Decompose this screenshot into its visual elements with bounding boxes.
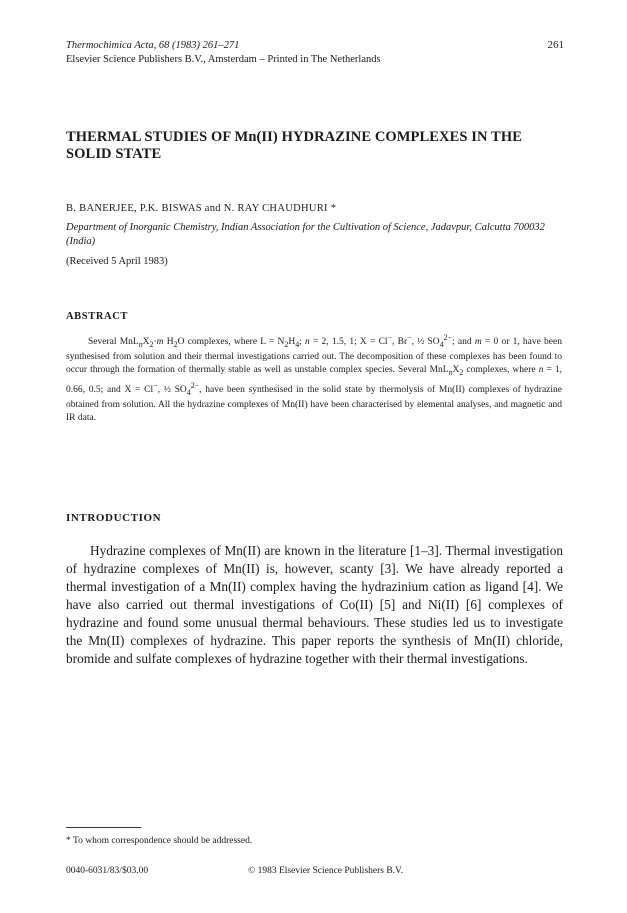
author-list: B. BANERJEE, P.K. BISWAS and N. RAY CHAUDHURI * bbox=[66, 203, 337, 214]
introduction-text: Hydrazine complexes of Mn(II) are known in the literature [1–3]. Thermal investigation of hydrazine complexes of Mn(II) is, however, scanty [3]. We have already reported a thermal investigation of a Mn(II) complex having the hydrazinium cation as ligand [4]. We have also carried out thermal investigations of Co(II) [5] and Ni(II) [6] complexes of hydrazine and found some unusual thermal behaviours. These studies led us to investigate the Mn(II) complexes of hydrazine. This paper reports the synthesis of Mn(II) chloride, bromide and sulfate complexes of hydrazine together with their thermal investigations. bbox=[66, 543, 563, 666]
affiliation: Department of Inorganic Chemistry, Indian Association for the Cultivation of Science, Jadavpur, Calcutta 700032 (India) bbox=[66, 222, 545, 247]
article-title: THERMAL STUDIES OF Mn(II) HYDRAZINE COMPLEXES IN THE SOLID STATE bbox=[66, 129, 522, 162]
footnote: * To whom correspondence should be addressed. bbox=[66, 836, 253, 846]
abstract-text: Several $MnL_nX_2\cdot m$ $H_2O$ complexes, where $L = N_2H_4$; n = 2, 1.5, 1; X = Cl−, Br−, ½ $SO_4^{2-}$; and m = 0 or 1, have been synthesised from solution and their thermal investigations carried out. The decomposition of these complexes has been found to occur through the formation of thermally stable as well as unstable complex species. Several $MnL_nX_2$ complexes, where n = 1, 0.66, 0.5; and X = Cl−, ½ $SO_4^{2-}$, have been synthesised in the solid state by thermolysis of Mn(II) complexes of hydrazine obtained from solution. All the hydrazine complexes of Mn(II) have been characterised by elemental analyses, and magnetic and IR data. bbox=[66, 333, 562, 423]
abstract-heading: ABSTRACT bbox=[66, 311, 128, 322]
publisher-line: Elsevier Science Publishers B.V., Amsterdam – Printed in The Netherlands bbox=[66, 54, 381, 65]
page-number: 261 bbox=[547, 39, 564, 51]
footnote-divider bbox=[66, 827, 141, 828]
introduction-heading: INTRODUCTION bbox=[66, 512, 162, 524]
received-date: (Received 5 April 1983) bbox=[66, 256, 168, 267]
journal-citation: Thermochimica Acta, 68 (1983) 261–271 bbox=[66, 40, 240, 51]
copyright-line: © 1983 Elsevier Science Publishers B.V. bbox=[248, 866, 404, 876]
issn-price-code: 0040-6031/83/$03.00 bbox=[66, 866, 149, 876]
